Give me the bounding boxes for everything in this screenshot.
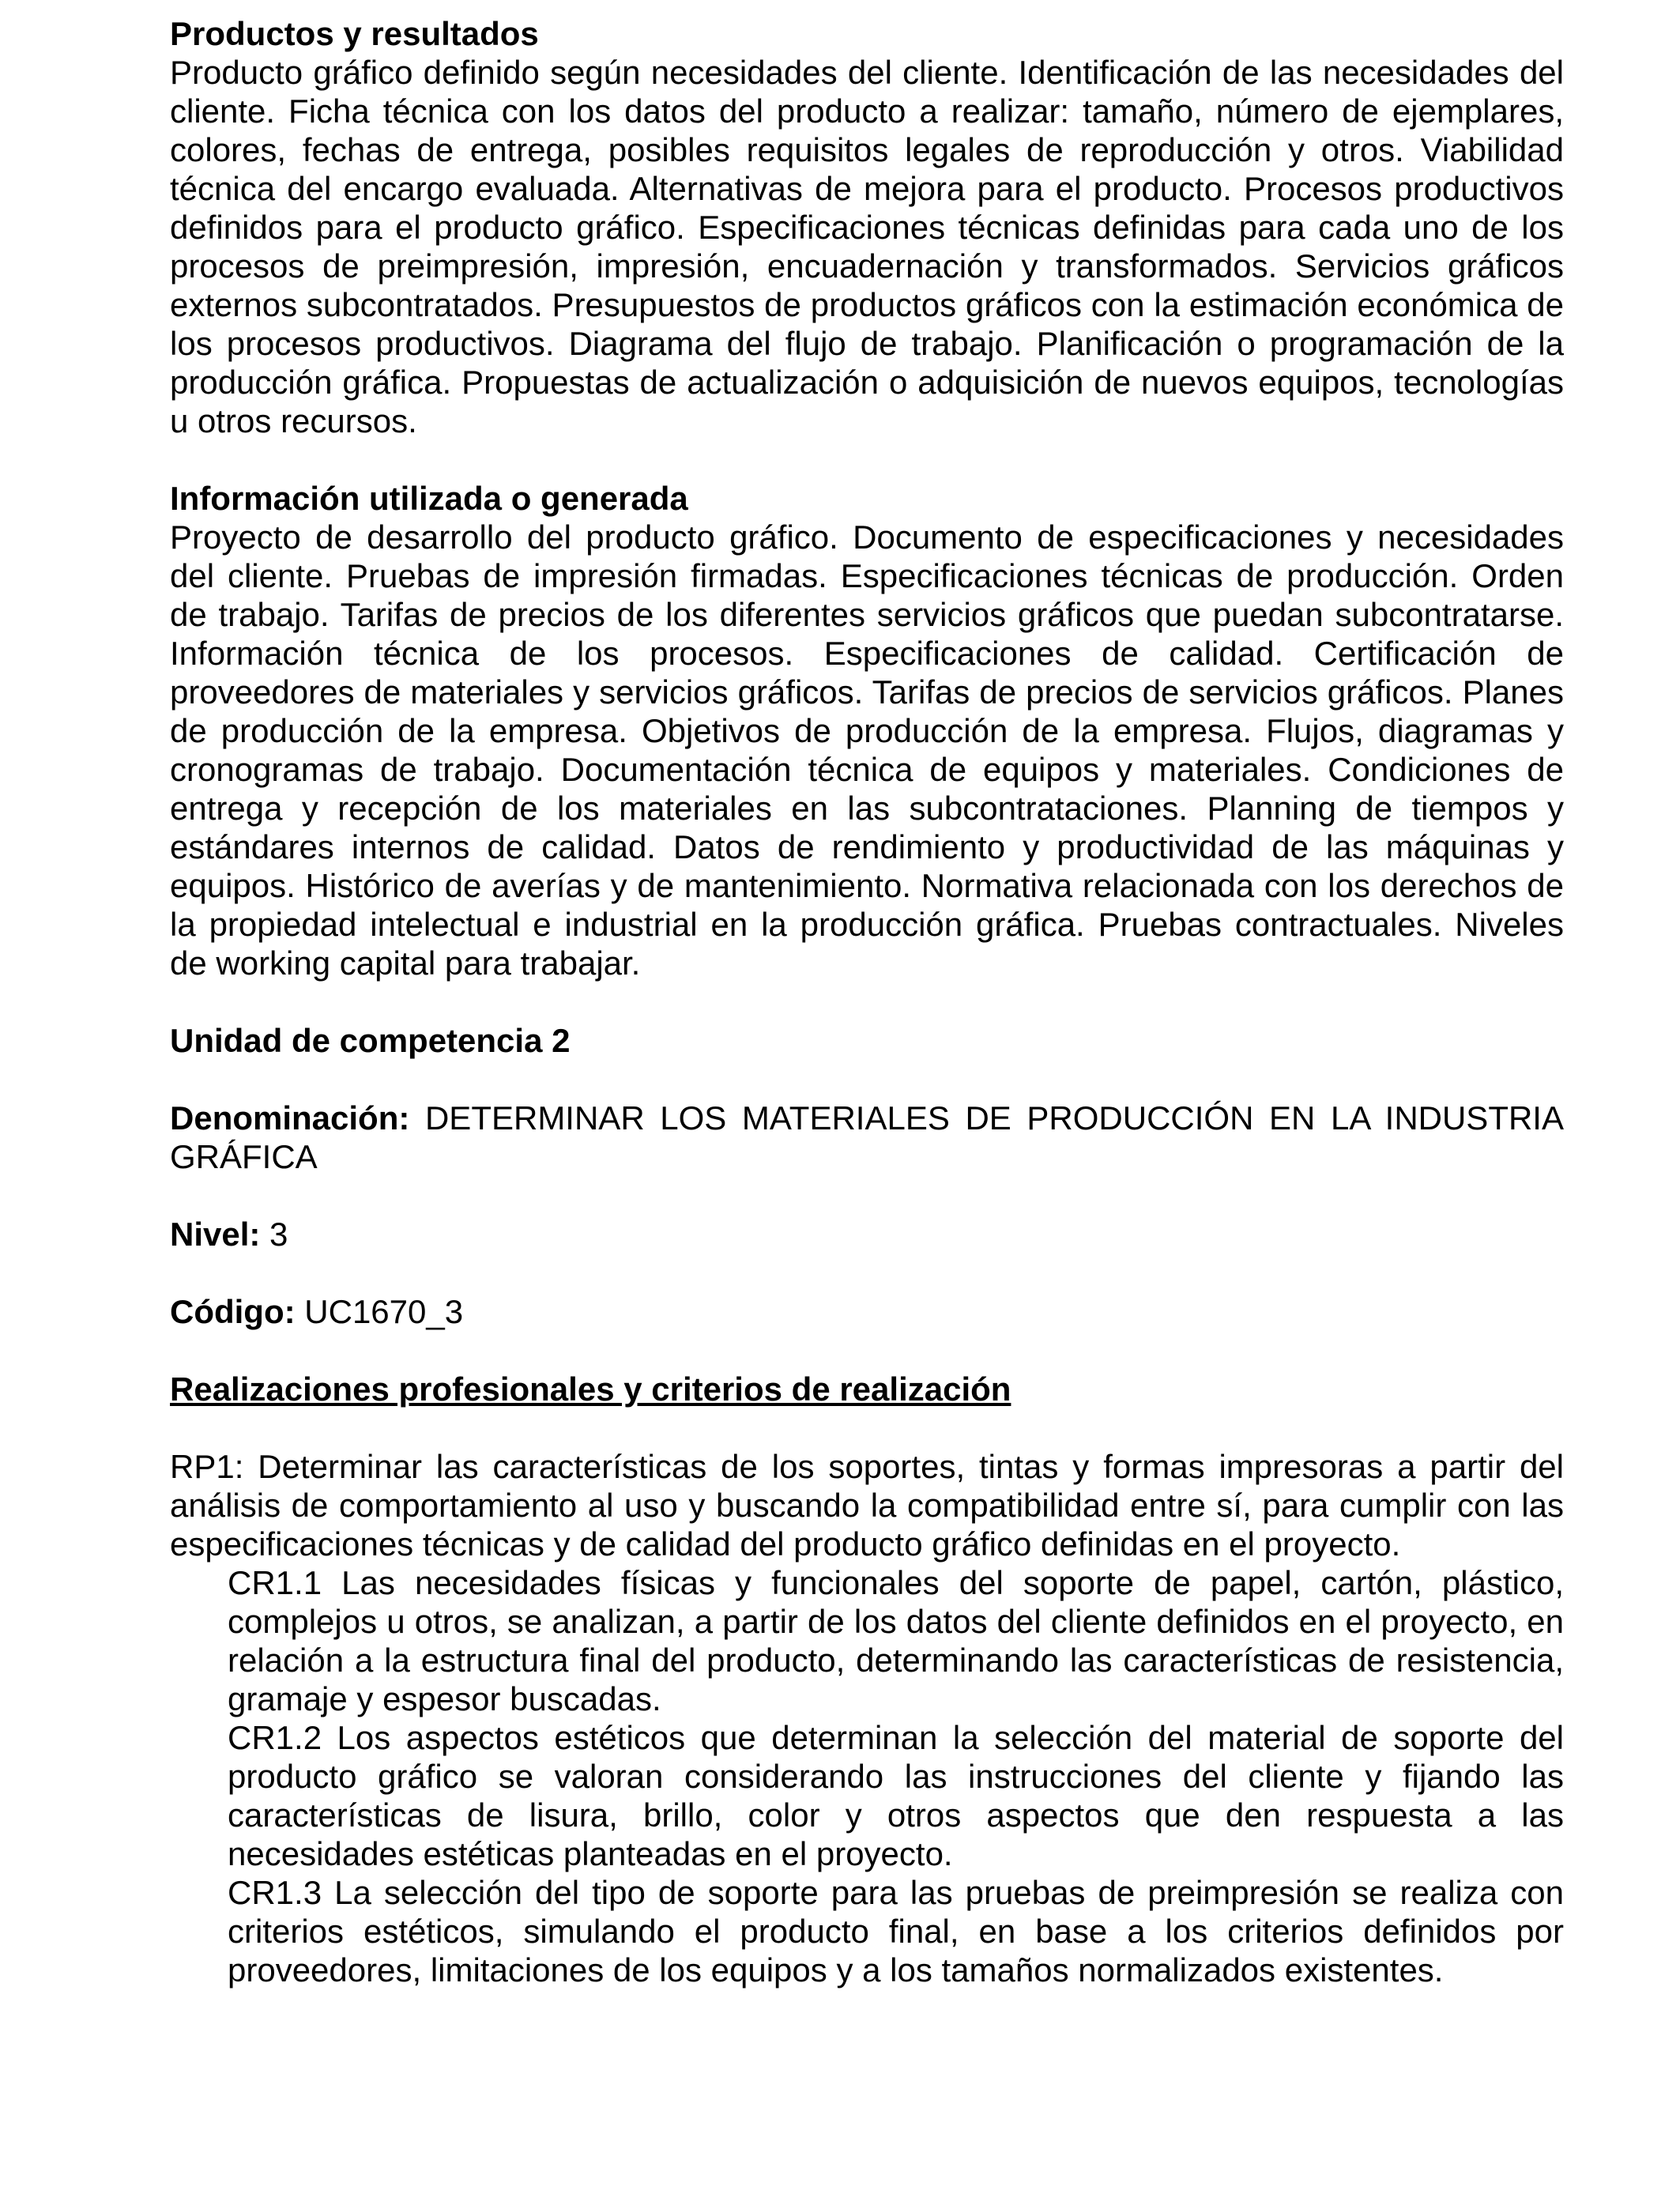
document-page bbox=[170, 14, 1564, 1989]
productos-text: Producto gráfico definido según necesidades del cliente. Identificación de las necesidades del cliente. Ficha técnica con los datos del producto a realizar: tamaño, número de ejemplares, colores, fechas de entrega, posibles requisitos legales de reproducción y otros. Viabilidad técnica del encargo evaluada. Alternativas de mejora para el producto. Procesos productivos definidos para el producto gráfico. Especificaciones técnicas definidas para cada uno de los procesos de preimpresión, impresión, encuadernación y transformados. Servicios gráficos externos subcontratados. Presupuestos de productos gráficos con la estimación económica de los procesos productivos. Diagrama del flujo de trabajo. Planificación o programación de la producción gráfica. Propuestas de actualización o adquisición de nuevos equipos, tecnologías u otros recursos. bbox=[170, 54, 1564, 439]
realizaciones-heading bbox=[170, 1370, 1564, 1408]
codigo-value: UC1670_3 bbox=[304, 1293, 464, 1330]
spacer bbox=[170, 1331, 1564, 1370]
spacer bbox=[170, 982, 1564, 1021]
spacer bbox=[170, 1408, 1564, 1447]
denominacion-value: DETERMINAR LOS MATERIALES DE PRODUCCIÓN EN LA INDUSTRIA GRÁFICA bbox=[170, 1099, 1564, 1175]
nivel-label: Nivel: bbox=[170, 1216, 261, 1253]
spacer bbox=[170, 1253, 1564, 1292]
criterio-cr1-1: CR1.1 Las necesidades físicas y funcionales del soporte de papel, cartón, plástico, complejos u otros, se analizan, a partir de los datos del cliente definidos en el proyecto, en relación a la estructura final del producto, determinando las características de resistencia, gramaje y espesor buscadas. bbox=[228, 1564, 1564, 1717]
informacion-heading: Información utilizada o generada bbox=[170, 480, 688, 517]
unidad-heading: Unidad de competencia 2 bbox=[170, 1022, 571, 1059]
spacer bbox=[170, 1060, 1564, 1099]
criterio-cr1-3: CR1.3 La selección del tipo de soporte para las pruebas de preimpresión se realiza con criterios estéticos, simulando el producto final, en base a los criterios definidos por proveedores, limitaciones de los equipos y a los tamaños normalizados existentes. bbox=[228, 1874, 1564, 1989]
rp1-text: RP1: Determinar las características de los soportes, tintas y formas impresoras a partir del análisis de comportamiento al uso y buscando la compatibilidad entre sí, para cumplir con las especificaciones técnicas y de calidad del producto gráfico definidas en el proyecto. bbox=[170, 1448, 1564, 1563]
informacion-text: Proyecto de desarrollo del producto gráfico. Documento de especificaciones y necesidades del cliente. Pruebas de impresión firmadas. Especificaciones técnicas de producción. Orden de trabajo. Tarifas de precios de los diferentes servicios gráficos que puedan subcontratarse. Información técnica de los procesos. Especificaciones de calidad. Certificación de proveedores de materiales y servicios gráficos. Tarifas de precios de servicios gráficos. Planes de producción de la empresa. Objetivos de producción de la empresa. Flujos, diagramas y cronogramas de trabajo. Documentación técnica de equipos y materiales. Condiciones de entrega y recepción de los materiales en las subcontrataciones. Planning de tiempos y estándares internos de calidad. Datos de rendimiento y productividad de las máquinas y equipos. Histórico de averías y de mantenimiento. Normativa relacionada con los derechos de la propiedad intelectual e industrial en la producción gráfica. Pruebas contractuales. Niveles de working capital para trabajar. bbox=[170, 518, 1564, 982]
spacer bbox=[170, 440, 1564, 479]
codigo-line bbox=[170, 1292, 1564, 1331]
productos-heading: Productos y resultados bbox=[170, 15, 539, 52]
denominacion-line bbox=[170, 1099, 1564, 1176]
criterio-cr1-2: CR1.2 Los aspectos estéticos que determinan la selección del material de soporte del producto gráfico se valoran considerando las instrucciones del cliente y fijando las características de lisura, brillo, color y otros aspectos que den respuesta a las necesidades estéticas planteadas en el proyecto. bbox=[228, 1719, 1564, 1872]
denominacion-label: Denominación: bbox=[170, 1099, 410, 1137]
nivel-value: 3 bbox=[269, 1216, 288, 1253]
codigo-label: Código: bbox=[170, 1293, 296, 1330]
nivel-line bbox=[170, 1215, 1564, 1253]
spacer bbox=[170, 1176, 1564, 1215]
realizaciones-heading-text: Realizaciones profesionales y criterios de realización bbox=[170, 1370, 1011, 1408]
